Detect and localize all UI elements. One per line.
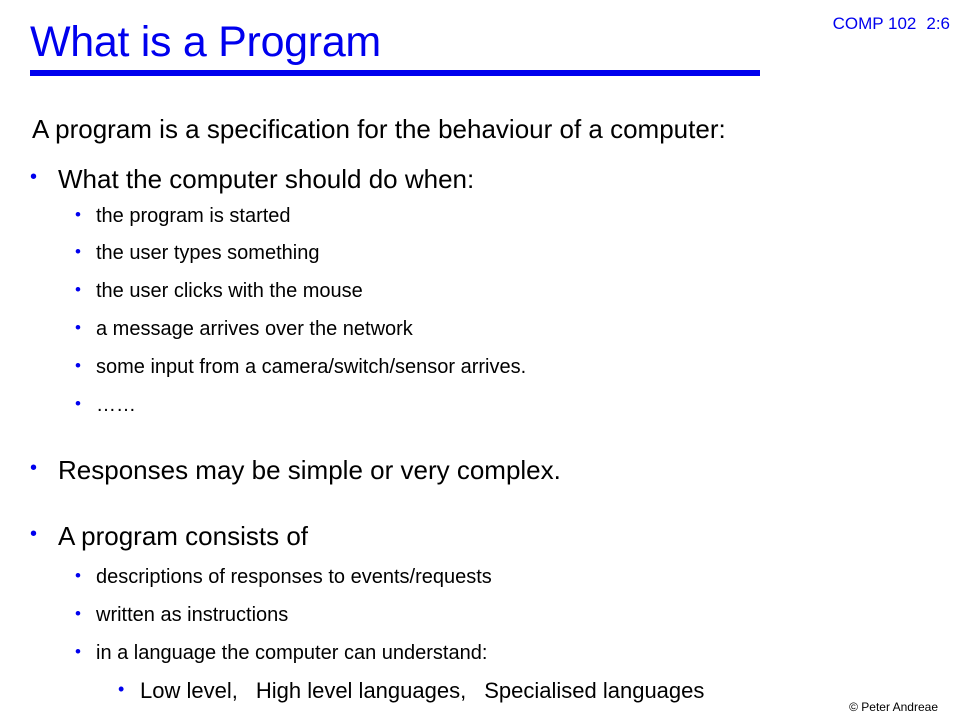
bullet-icon: •: [75, 642, 81, 661]
bullet-icon: •: [30, 166, 38, 188]
slide-title: What is a Program: [30, 18, 381, 66]
sub-bullet-text: the user clicks with the mouse: [96, 280, 363, 302]
bullet-icon: •: [75, 205, 81, 224]
sub-bullet-text: some input from a camera/switch/sensor arrives.: [96, 356, 527, 378]
language-level-specialised: Specialised languages: [484, 678, 705, 703]
course-label: [833, 14, 950, 34]
copyright-notice: © Peter Andreae: [849, 700, 938, 714]
sub-bullet-text: a message arrives over the network: [96, 318, 413, 340]
language-levels: [140, 678, 704, 704]
bullet-icon: •: [75, 566, 81, 585]
bullet-icon: •: [30, 457, 38, 479]
lead-sentence: A program is a specification for the behaviour of a computer:: [32, 114, 726, 144]
title-underline: [30, 70, 760, 76]
sub-bullet-text: written as instructions: [96, 604, 289, 626]
slide-number: 2:6: [926, 14, 950, 33]
bullet-icon: •: [75, 242, 81, 261]
bullet-text: What the computer should do when:: [58, 164, 475, 194]
sub-bullet-text: the user types something: [96, 242, 320, 264]
bullet-icon: •: [75, 604, 81, 623]
language-level-low: Low level,: [140, 678, 238, 703]
bullet-text: A program consists of: [58, 521, 308, 551]
bullet-text: Responses may be simple or very complex.: [58, 455, 561, 485]
bullet-icon: •: [30, 523, 38, 545]
sub-bullet-text: in a language the computer can understand:: [96, 642, 488, 664]
bullet-icon: •: [75, 356, 81, 375]
sub-bullet-text: descriptions of responses to events/requests: [96, 566, 492, 588]
course-code: COMP 102: [832, 14, 917, 33]
bullet-icon: •: [118, 679, 125, 699]
language-level-high: High level languages,: [255, 678, 467, 703]
bullet-icon: •: [75, 318, 81, 337]
bullet-icon: •: [75, 280, 81, 299]
sub-bullet-text: ……: [96, 394, 136, 416]
sub-bullet-text: the program is started: [96, 205, 291, 227]
bullet-icon: •: [75, 394, 81, 413]
